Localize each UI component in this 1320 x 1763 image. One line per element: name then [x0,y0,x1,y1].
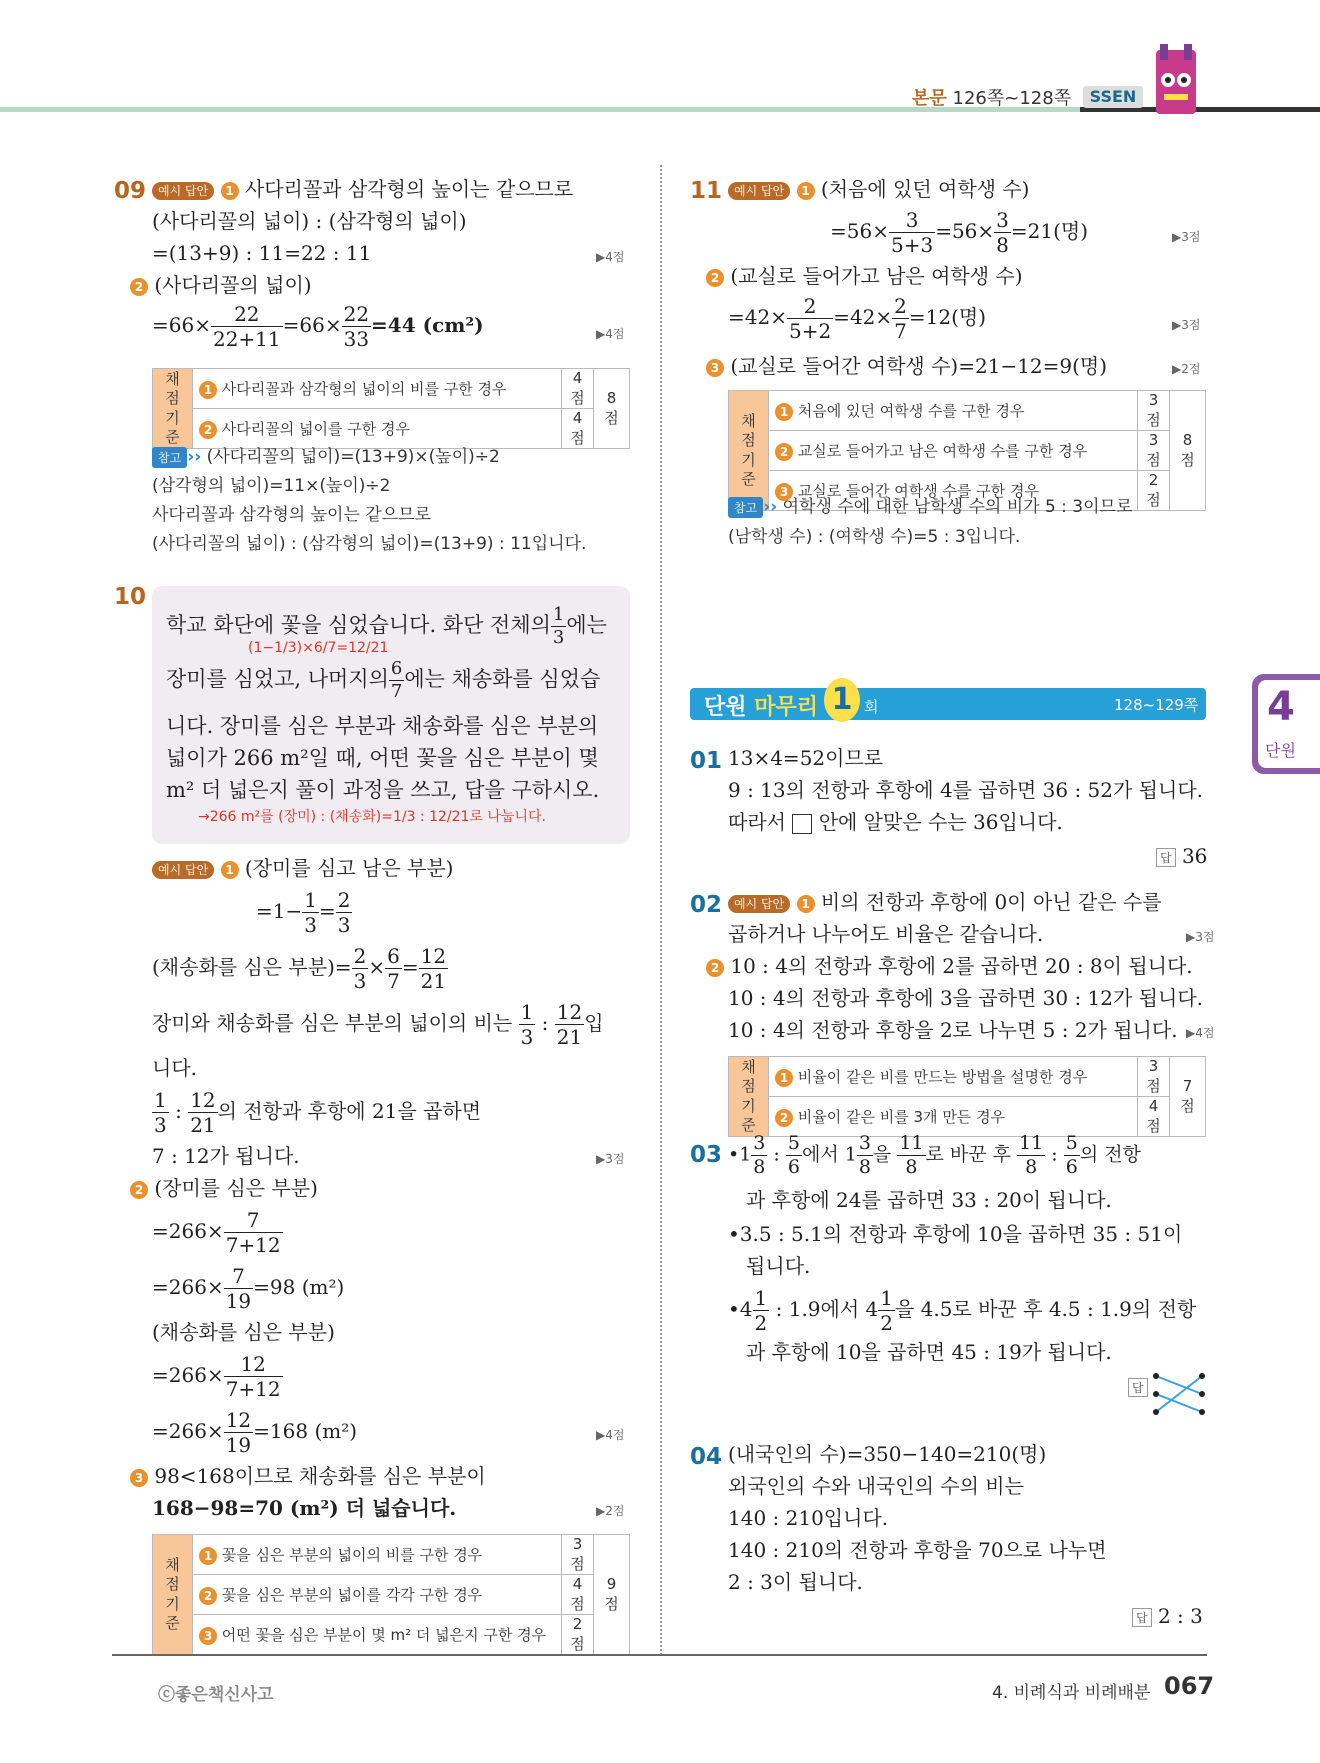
scoring-row: 1 비율이 같은 비를 만드는 방법을 설명한 경우 [769,1057,1138,1097]
scoring-label: 채점 기준 [153,1535,193,1655]
scoring-total: 9점 [594,1535,630,1655]
q03-bullet-2-line-2: 됩니다. [746,1254,811,1278]
reference-line-2: (삼각형의 넓이)=11×(높이)÷2 [152,476,391,496]
step-marker: 3 [706,359,724,377]
q10-step1-multiply: $\frac{1}{3}$ : $\frac{12}{21}$ 의 전항과 후항에 21을 곱하면 [154,1088,482,1137]
scoring-row: 2 비율이 같은 비를 3개 만든 경우 [769,1097,1138,1137]
scoring-total: 8점 [1170,391,1206,511]
reference-line-3: 사다리꼴과 삼각형의 높이는 같으므로 [152,505,431,525]
chapter-side-label: 단원 [1265,741,1296,760]
q04-line-2: 외국인의 수와 내국인의 수의 비는 [728,1474,1024,1498]
scoring-row: 3 어떤 꽃을 심은 부분이 몇 m² 더 넓은지 구한 경우 [193,1615,562,1655]
scoring-row: 2 꽃을 심은 부분의 넓이를 각각 구한 경우 [193,1575,562,1615]
example-answer-badge: 예시 답안 [728,895,790,913]
scoring-row: 2 교실로 들어가고 남은 여학생 수를 구한 경우 [769,431,1138,471]
q11-line-5: 3 (교실로 들어간 여학생 수)=21−12=9(명) [706,356,1107,377]
points-label: ▶4점 [596,250,625,264]
q09-line-1: 예시 답안 1 사다리꼴과 삼각형의 높이는 같으므로 [152,179,573,200]
q10-step1-result: 7 : 12가 됩니다. [152,1144,300,1168]
q10-step2-title-2: (채송화를 심은 부분) [152,1320,335,1344]
scoring-table: 채점 기준 1 꽃을 심은 부분의 넓이의 비를 구한 경우 3점 9점 2 꽃을 심은 부분의 넓이를 각각 구한 경우 4점 3 어떤 꽃을 심은 부분이 몇 m² 더 넓은지 구한 경우 2점 [152,1534,630,1655]
step-marker: 2 [706,959,724,977]
q02-line-5: 10 : 4의 전항과 후항을 2로 나누면 5 : 2가 됩니다. [728,1018,1178,1042]
chapter-side-number: 4 [1267,684,1295,730]
q01-answer: 답 36 [1156,844,1207,868]
problem-line-5: m² 더 넓은지 풀이 과정을 쓰고, 답을 구하시오. [166,778,600,802]
q10-step2-calc-3: =266× $\frac{12}{7+12}$ [152,1352,281,1401]
step-marker: 2 [706,269,724,287]
scoring-row: 1 꽃을 심은 부분의 넓이의 비를 구한 경우 [193,1535,562,1575]
q03-bullet-3-line-2: 과 후항에 10을 곱하면 45 : 19가 됩니다. [746,1340,1112,1364]
points-label: ▶3점 [1186,930,1215,944]
scoring-table: 채점 기준 1 처음에 있던 여학생 수를 구한 경우 3점 8점 2 교실로 들어가고 남은 여학생 수를 구한 경우 3점 3 교실로 들어간 여학생 수를 구한 경우 2점 [728,390,1206,511]
mascot-icon [1146,44,1206,120]
hint-annotation-2: →266 m²를 (장미) : (채송화)=1/3 : 12/21로 나눕니다. [198,809,546,825]
q04-line-4: 140 : 210의 전항과 후항을 70으로 나누면 [728,1538,1107,1562]
q09-line-4: 2 (사다리꼴의 넓이) [130,275,312,296]
example-answer-badge: 예시 답안 [152,861,214,879]
q04-answer: 답 2 : 3 [1132,1604,1203,1628]
q01-line-2: 9 : 13의 전항과 후항에 4를 곱하면 36 : 52가 됩니다. [728,778,1204,802]
q03-bullet-2: •3.5 : 5.1의 전항과 후항에 10을 곱하면 35 : 51이 [728,1222,1183,1246]
reference-line-4: (사다리꼴의 넓이) : (삼각형의 넓이)=(13+9) : 11입니다. [152,534,587,554]
brand-logo: SSEN [1083,86,1143,108]
reference-line-1: 참고 ›› (사다리꼴의 넓이)=(13+9)×(높이)÷2 [152,442,500,468]
unit-review-pages: 128~129쪽 [1114,696,1199,714]
q04-line-3: 140 : 210입니다. [728,1506,889,1530]
header-page-range: 본문 126쪽~128쪽 [912,88,1072,109]
problem-line-1: 학교 화단에 꽃을 심었습니다. 화단 전체의 $\frac{1}{3}$ 에는 [166,604,607,648]
step-marker: 2 [130,1181,148,1199]
q11-line-1: 예시 답안 1 (처음에 있던 여학생 수) [728,179,1029,200]
q02-line-1: 예시 답안 1 비의 전항과 후항에 0이 아닌 같은 수를 [728,892,1162,913]
unit-review-round: 회 [864,698,879,716]
scoring-row: 3 교실로 들어간 여학생 수를 구한 경우 [769,471,1138,511]
q09-line-5: =66× $\frac{22}{22+11}$ =66× $\frac{22}{33}$ =44 (cm²) [152,302,484,351]
example-answer-badge: 예시 답안 [728,182,790,200]
footer-rule [112,1654,1207,1656]
q02-line-2: 곱하거나 나누어도 비율은 같습니다. [728,922,1044,946]
q10-step1-ratio: 장미와 채송화를 심은 부분의 넓이의 비는 $\frac{1}{3}$ : $\frac{12}{21}$ 입 [152,1000,604,1049]
question-number: 01 [690,748,723,774]
unit-review-number: 1 [824,678,860,722]
problem-line-4: 넓이가 266 m²일 때, 어떤 꽃을 심은 부분이 몇 [166,746,599,770]
scoring-total: 7점 [1170,1057,1206,1137]
problem-line-3: 니다. 장미를 심은 부분과 채송화를 심은 부분의 [166,714,599,738]
q09-line-2: (사다리꼴의 넓이) : (삼각형의 넓이) [152,209,467,233]
q10-step1-title: 예시 답안 1 (장미를 심고 남은 부분) [152,858,453,879]
hint-annotation-1: (1−1/3)×6/7=12/21 [248,640,389,656]
q01-line-3: 따라서 안에 알맞은 수는 36입니다. [728,810,1063,834]
points-label: ▶3점 [1172,318,1201,332]
scoring-row: 1 사다리꼴과 삼각형의 넓이의 비를 구한 경우 [193,369,562,409]
points-label: ▶4점 [596,327,625,341]
q02-line-3: 2 10 : 4의 전항과 후항에 2를 곱하면 20 : 8이 됩니다. [706,956,1193,977]
q02-line-4: 10 : 4의 전항과 후항에 3을 곱하면 30 : 12가 됩니다. [728,986,1204,1010]
points-label: ▶2점 [1172,362,1201,376]
question-number: 04 [690,1444,723,1470]
scoring-table: 채점 기준 1 비율이 같은 비를 만드는 방법을 설명한 경우 3점 7점 2 비율이 같은 비를 3개 만든 경우 4점 [728,1056,1206,1137]
unit-review-title: 단원 마무리 [704,695,818,720]
q10-step3-line-2: 168−98=70 (m²) 더 넓습니다. [152,1496,457,1520]
points-label: ▶4점 [1186,1026,1215,1040]
problem-line-2: 장미를 심었고, 나머지의 $\frac{6}{7}$ 에는 채송화를 심었습 [166,658,601,702]
scoring-row: 1 처음에 있던 여학생 수를 구한 경우 [769,391,1138,431]
question-number: 03 [690,1142,723,1168]
footer-chapter: 4. 비례식과 비례배분 [992,1683,1151,1703]
step-marker: 1 [221,182,239,200]
q10-step1-calc-2: (채송화를 심은 부분)= $\frac{2}{3}$ × $\frac{6}{7}$ = $\frac{12}{21}$ [152,944,447,993]
page-number: 067 [1164,1672,1215,1700]
question-number: 09 [114,178,147,204]
q03-answer-tag: 답 [1128,1374,1148,1398]
step-marker: 1 [797,895,815,913]
q04-line-5: 2 : 3이 됩니다. [728,1570,863,1594]
q04-line-1: (내국인의 수)=350−140=210(명) [728,1442,1047,1466]
question-number: 02 [690,892,723,918]
q10-step2-title: 2 (장미를 심은 부분) [130,1178,318,1199]
scoring-row: 2 사다리꼴의 넓이를 구한 경우 [193,409,562,449]
scoring-total: 8점 [594,369,630,449]
scoring-label: 채점 기준 [729,1057,769,1137]
footer-publisher: ⓒ좋은책신사고 [158,1685,274,1705]
q10-step2-calc-1: =266× $\frac{7}{7+12}$ [152,1208,281,1257]
q10-step1-ratio-end: 니다. [152,1056,197,1080]
reference-line-2: (남학생 수) : (여학생 수)=5 : 3입니다. [728,527,1021,547]
blank-box [792,814,812,834]
points-label: ▶4점 [596,1428,625,1442]
q10-step2-calc-4: =266× $\frac{12}{19}$ =168 (m²) [152,1408,358,1457]
question-number: 11 [690,178,723,204]
q11-line-2: =56× $\frac{3}{5+3}$ =56× $\frac{3}{8}$ =21(명) [830,208,1089,257]
scoring-table: 채점 기준 1 사다리꼴과 삼각형의 넓이의 비를 구한 경우 4점 8점 2 사다리꼴의 넓이를 구한 경우 4점 [152,368,630,449]
q03-bullet-1: •1 $\frac{3}{8}$ : $\frac{5}{6}$ 에서 1 $\frac{3}{8}$ 을 $\frac{11}{8}$ 로 바꾼 후 $\frac{11}{8}$ : $\frac{5}{6}$ 의 전항 [728,1132,1141,1178]
points-label: ▶3점 [1172,230,1201,244]
points-label: ▶2점 [596,1504,625,1518]
q11-line-3: 2 (교실로 들어가고 남은 여학생 수) [706,266,1023,287]
q09-line-3: =(13+9) : 11=22 : 11 [152,241,372,265]
points-label: ▶3점 [596,1152,625,1166]
reference-badge: 참고 [728,497,763,518]
question-number: 10 [114,584,147,610]
scoring-label: 채점 기준 [153,369,193,449]
q10-step1-calc: =1− $\frac{1}{3}$ = $\frac{2}{3}$ [256,888,351,937]
reference-badge: 참고 [152,447,187,468]
step-marker: 1 [797,182,815,200]
reference-line-1: 참고 ›› 여학생 수에 대한 남학생 수의 비가 5 : 3이므로 [728,492,1132,518]
q03-bullet-1-line-2: 과 후항에 24를 곱하면 33 : 20이 됩니다. [746,1188,1112,1212]
step-marker: 1 [221,861,239,879]
step-marker: 2 [130,278,148,296]
example-answer-badge: 예시 답안 [152,182,214,200]
q10-step3-line-1: 3 98<168이므로 채송화를 심은 부분이 [130,1466,486,1487]
step-marker: 3 [130,1469,148,1487]
q11-line-4: =42× $\frac{2}{5+2}$ =42× $\frac{2}{7}$ =12(명) [728,294,987,343]
q10-step2-calc-2: =266× $\frac{7}{19}$ =98 (m²) [152,1264,345,1313]
q03-bullet-3: •4 $\frac{1}{2}$ : 1.9에서 4 $\frac{1}{2}$ 을 4.5로 바꾼 후 4.5 : 1.9의 전항 [728,1286,1197,1335]
column-divider [660,165,662,1655]
scoring-label: 채점 기준 [729,391,769,511]
matching-lines-icon [1150,1370,1208,1418]
q01-line-1: 13×4=52이므로 [728,746,884,770]
